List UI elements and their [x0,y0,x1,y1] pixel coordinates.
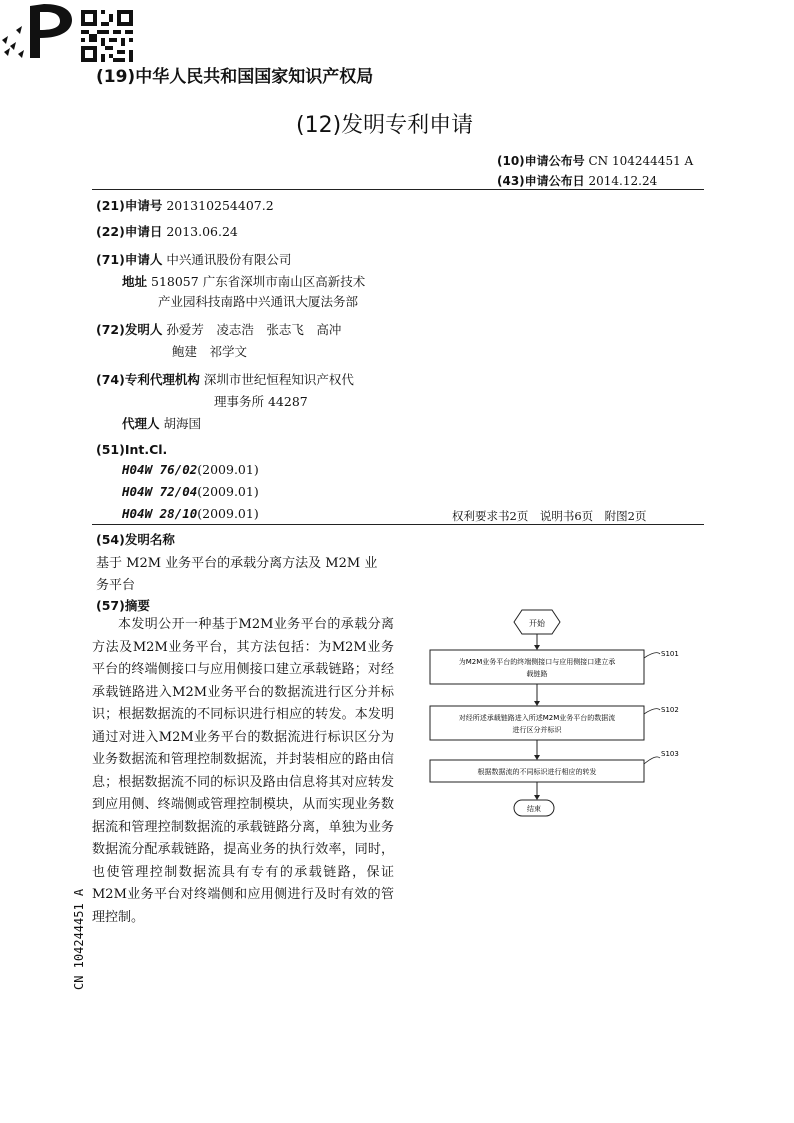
inventors-row [96,320,341,338]
flow-step-id: S101 [661,650,679,658]
agent-label: 代理人 [122,416,160,431]
abstract-label [96,596,150,614]
inventors-label: (72)发明人 [96,322,163,337]
application-date-label: (22)申请日 [96,224,163,239]
intcl-date: (2009.01) [197,506,259,521]
cnipa-logo [0,0,76,62]
applicant: 中兴通讯股份有限公司 [166,252,292,267]
intcl-label-text: (51)Int.Cl. [96,442,168,457]
intcl-item [122,506,259,521]
address-line-1: 518057 广东省深圳市南山区高新技术 [151,274,366,289]
inventors-line-2: 鲍建 祁学文 [172,344,248,359]
page-counts: 权利要求书2页 说明书6页 附图2页 [452,509,647,523]
qr-code [81,10,133,62]
agent: 胡海国 [163,416,202,431]
agency-row [96,370,354,388]
title-label [96,530,175,548]
header-divider [92,189,704,190]
publication-date-row [497,172,657,189]
inventors-line-1: 孙爱芳 凌志浩 张志飞 高冲 [166,322,342,337]
flow-step-id: S103 [661,750,679,758]
flow-step-text: 根据数据流的不同标识进行相应的转发 [477,768,597,776]
agency-line-2: 理事务所 44287 [214,394,308,409]
flow-step-box [430,650,644,684]
applicant-label: (71)申请人 [96,252,163,267]
publication-number-label: (10)申请公布号 [497,154,585,168]
abstract-text: 本发明公开一种基于M2M业务平台的承载分离方法及M2M业务平台，其方法包括：为M2M业务平台的终端侧接口与应用侧接口建立承载链路；对经承载链路进入M2M业务平台的数据流进行区分并标识；根据数据流的不同标识进行相应的转发。本发明通过对进入M2M业务平台的数据流进行标识区分为业务数据流和管理控制数据流，并封装相应的路由信息；根据数据流不同的标识及路由信息将其对应转发到应用侧、终端侧或管理控制模块，从而实现业务数据流和管理控制数据流的承载链路分离，单独为业务数据流分配承载链路，提高业务的执行效率，同时，也使管理控制数据流具有专有的承载链路，保证M2M业务平台对终端侧和应用侧进行及时有效的管理控制。 [92,617,394,925]
flow-step-id: S102 [661,706,679,714]
address-line-2: 产业园科技南路中兴通讯大厦法务部 [158,294,359,309]
intcl-label [96,442,167,457]
flow-step-text: 为M2M业务平台的终端侧接口与应用侧接口建立承 [458,658,616,666]
flow-step-text: 载链路 [526,670,548,678]
agency-label: (74)专利代理机构 [96,372,200,387]
publication-number-row [497,152,693,169]
publication-date-label: (43)申请公布日 [497,174,585,188]
title-label-text: (54)发明名称 [96,532,175,547]
intcl-code: H04W 28/10 [122,506,198,521]
intcl-date: (2009.01) [197,462,259,477]
publication-date: 2014.12.24 [588,174,658,188]
side-publication-id: CN 104244451 A [72,888,86,990]
intcl-item [122,484,259,499]
intcl-item [122,462,259,477]
intcl-date: (2009.01) [197,484,259,499]
issuing-authority: (19)中华人民共和国国家知识产权局 [96,67,374,87]
flow-start-label: 开始 [529,619,545,628]
address-label: 地址 [122,274,148,289]
application-date: 2013.06.24 [166,224,238,239]
application-date-row [96,222,238,240]
invention-title-line-2: 务平台 [96,578,136,593]
agent-row [122,414,201,432]
flow-step-box [430,706,644,740]
document-type: (12)发明专利申请 [296,113,474,138]
address-row [122,272,365,290]
applicant-row [96,250,291,268]
publication-number: CN 104244451 A [588,154,694,168]
section-divider [92,524,704,525]
intcl-code: H04W 76/02 [122,462,198,477]
application-number-row [96,196,274,214]
application-number: 201310254407.2 [166,198,274,213]
application-number-label: (21)申请号 [96,198,163,213]
flow-end-label: 结束 [527,805,541,813]
intcl-code: H04W 72/04 [122,484,198,499]
flow-step-text: 对经所述承载链路进入所述M2M业务平台的数据流 [458,714,616,722]
abstract-label-text: (57)摘要 [96,598,150,613]
invention-title-line-1: 基于 M2M 业务平台的承载分离方法及 M2M 业 [96,556,378,571]
agency-line-1: 深圳市世纪恒程知识产权代 [203,372,354,387]
flow-step-text: 进行区分并标识 [512,726,562,734]
abstract-flowchart [420,606,712,826]
